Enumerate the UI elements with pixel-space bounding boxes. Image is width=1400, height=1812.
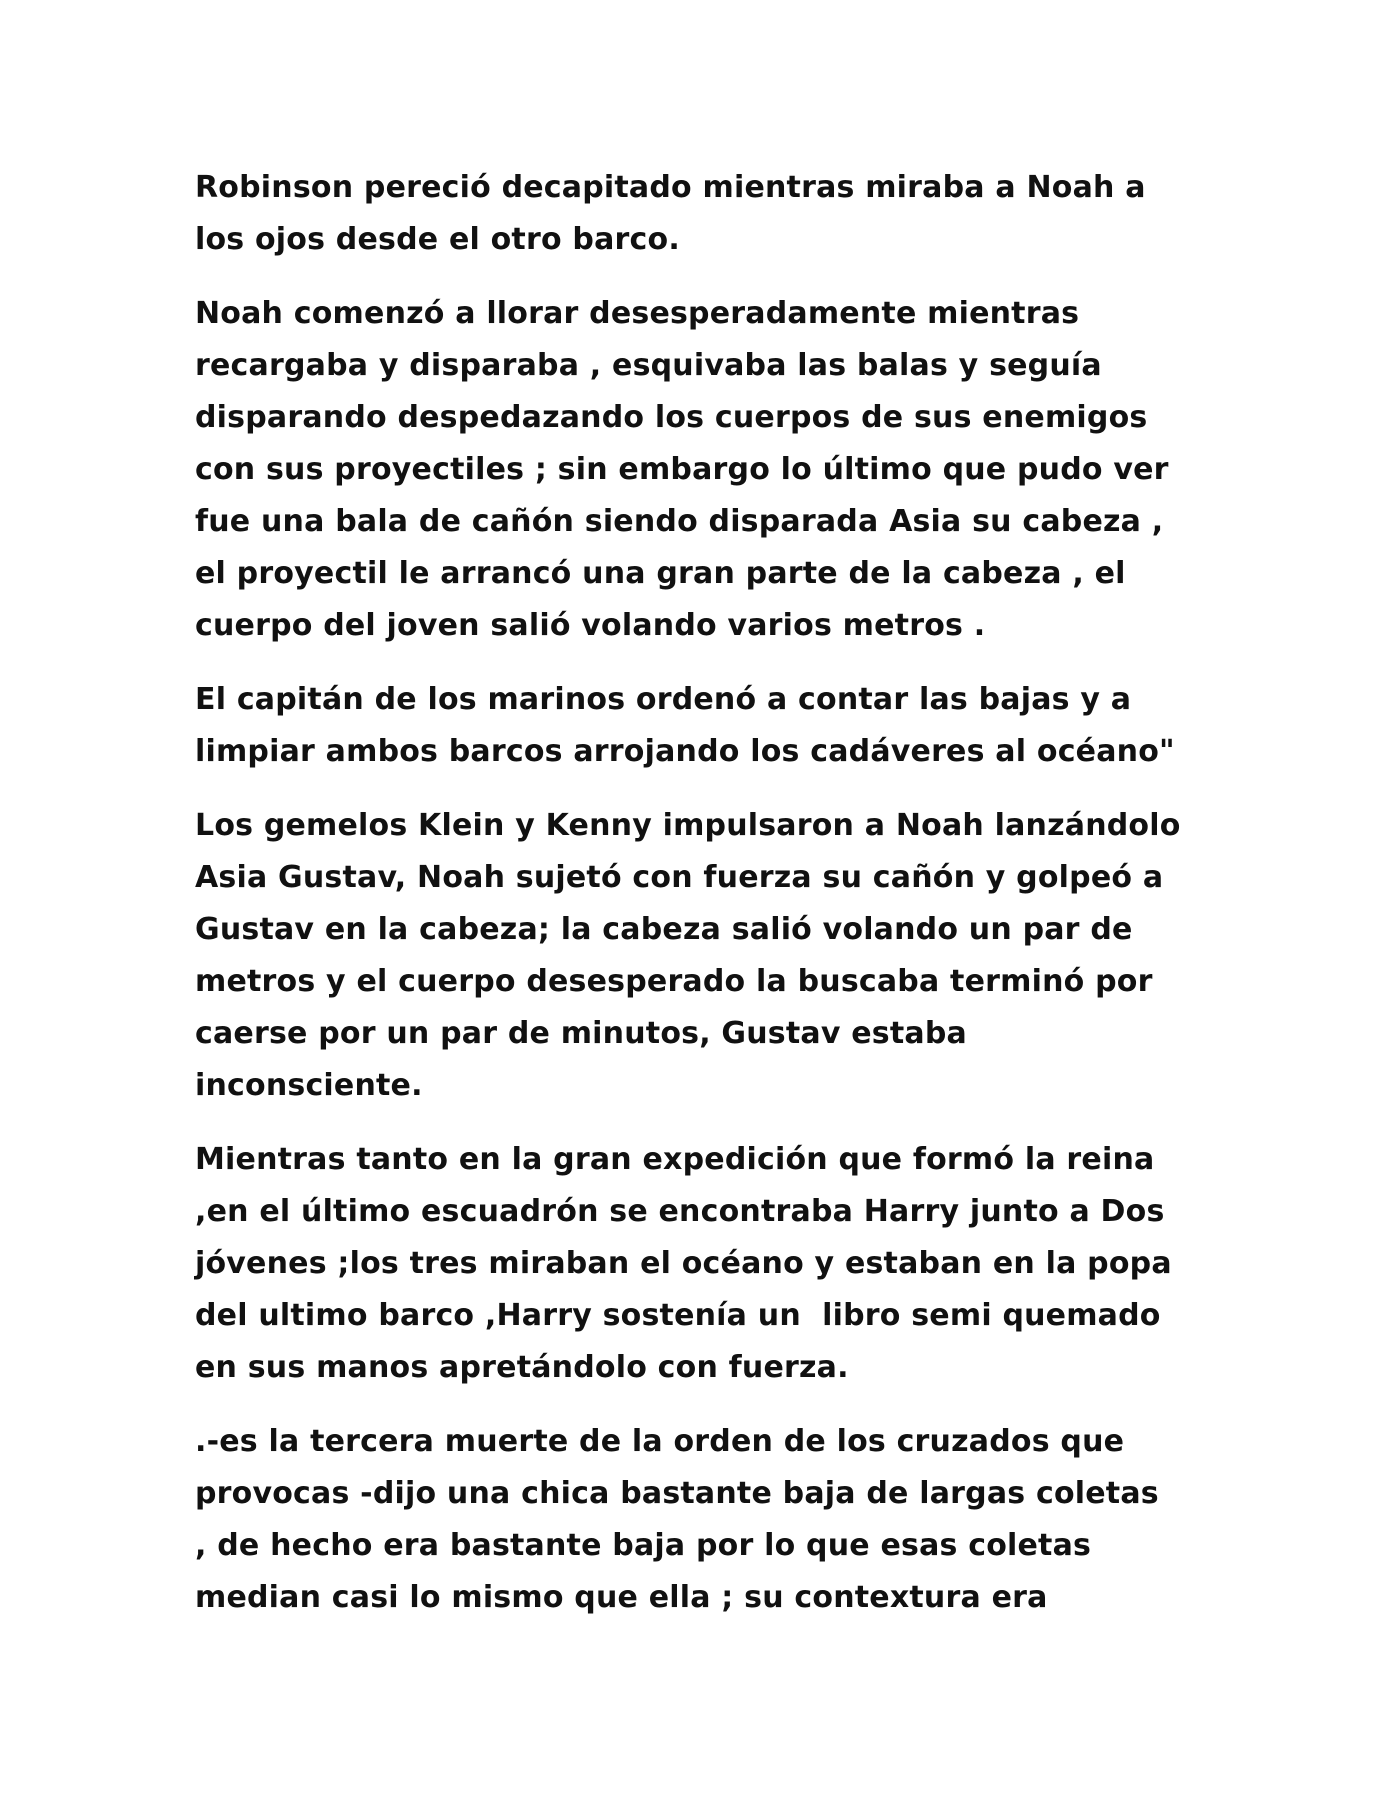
text-line: caerse por un par de minutos, Gustav estaba — [195, 1016, 967, 1051]
text-line: limpiar ambos barcos arrojando los cadáveres al océano" — [195, 734, 1175, 769]
text-line: Los gemelos Klein y Kenny impulsaron a Noah lanzándolo — [195, 808, 1181, 843]
paragraph-1 — [195, 162, 1215, 266]
text-line: Mientras tanto en la gran expedición que formó la reina — [195, 1142, 1155, 1177]
text-line: ,en el último escuadrón se encontraba Harry junto a Dos — [195, 1194, 1165, 1229]
paragraph-3 — [195, 674, 1215, 778]
text-line: fue una bala de cañón siendo disparada Asia su cabeza , — [195, 504, 1164, 539]
text-line: , de hecho era bastante baja por lo que esas coletas — [195, 1528, 1092, 1563]
text-line: provocas -dijo una chica bastante baja de largas coletas — [195, 1476, 1159, 1511]
paragraph-5 — [195, 1134, 1215, 1394]
text-line: metros y el cuerpo desesperado la buscaba terminó por — [195, 964, 1153, 999]
text-line: Noah comenzó a llorar desesperadamente mientras — [195, 296, 1080, 331]
text-line: Asia Gustav, Noah sujetó con fuerza su cañón y golpeó a — [195, 860, 1164, 895]
text-line: inconsciente. — [195, 1068, 423, 1103]
paragraph-4 — [195, 800, 1215, 1112]
text-line: Gustav en la cabeza; la cabeza salió volando un par de — [195, 912, 1133, 947]
text-line: cuerpo del joven salió volando varios metros . — [195, 608, 986, 643]
text-line: con sus proyectiles ; sin embargo lo último que pudo ver — [195, 452, 1169, 487]
text-line: jóvenes ;los tres miraban el océano y estaban en la popa — [195, 1246, 1172, 1281]
text-line: recargaba y disparaba , esquivaba las balas y seguía — [195, 348, 1102, 383]
text-line: median casi lo mismo que ella ; su contextura era — [195, 1580, 1048, 1615]
text-line: los ojos desde el otro barco. — [195, 222, 680, 257]
text-line: del ultimo barco ,Harry sostenía un libro semi quemado — [195, 1298, 1161, 1333]
text-line: Robinson pereció decapitado mientras miraba a Noah a — [195, 170, 1146, 205]
text-line: .-es la tercera muerte de la orden de los cruzados que — [195, 1424, 1125, 1459]
paragraph-2 — [195, 288, 1215, 652]
document-text — [195, 162, 1215, 1646]
text-line: disparando despedazando los cuerpos de sus enemigos — [195, 400, 1148, 435]
text-line: El capitán de los marinos ordenó a contar las bajas y a — [195, 682, 1132, 717]
text-line: el proyectil le arrancó una gran parte de la cabeza , el — [195, 556, 1126, 591]
text-line: en sus manos apretándolo con fuerza. — [195, 1350, 849, 1385]
paragraph-6 — [195, 1416, 1215, 1624]
